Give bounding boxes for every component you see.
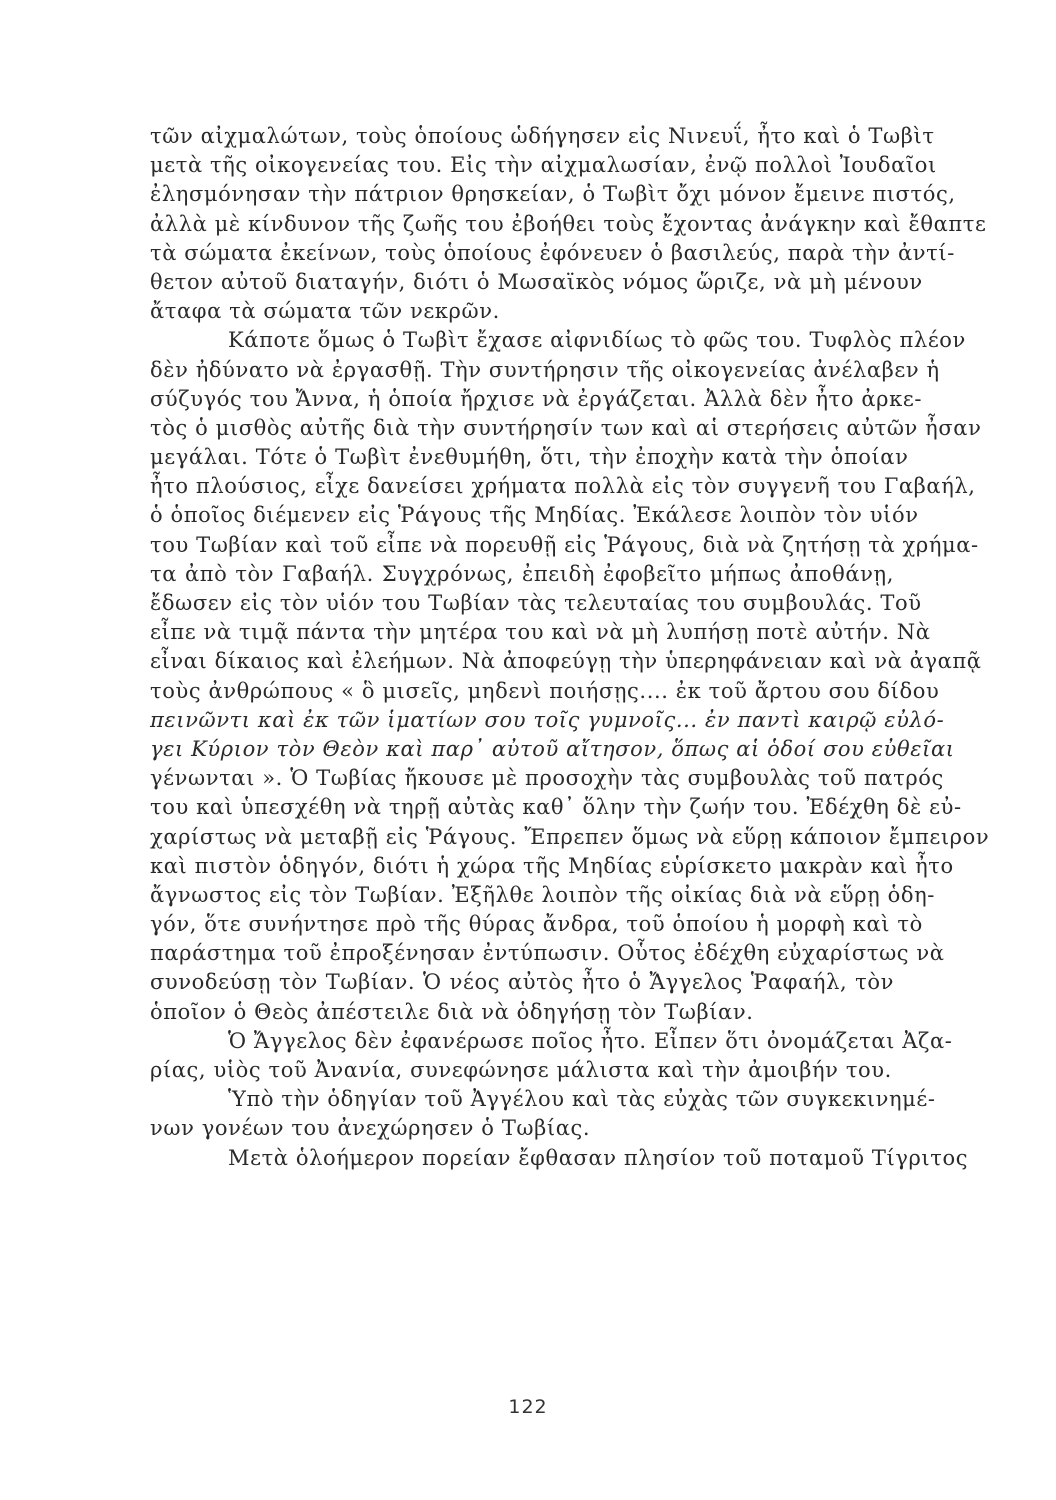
text-line: τῶν αἰχμαλώτων, τοὺς ὁποίους ὡδήγησεν εἰς Νινευΐ, ἦτο καὶ ὁ Τωβὶτ: [150, 124, 935, 148]
text-line: ὁ ὁποῖος διέμενεν εἰς Ῥάγους τῆς Μηδίας. Ἐκάλεσε λοιπὸν τὸν υἱόν: [150, 503, 919, 528]
text-line: Κάποτε ὅμως ὁ Τωβὶτ ἔχασε αἰφνιδίως τὸ φῶς του. Τυφλὸς πλέον: [228, 328, 966, 353]
text-line: γει Κύριον τὸν Θεὸν καὶ παρ᾽ αὐτοῦ αἴτησον, ὅπως αἱ ὁδοί σου εὐθεῖαι: [150, 736, 955, 761]
text-line: τὸς ὁ μισθὸς αὐτῆς διὰ τὴν συντήρησίν των καὶ αἱ στερήσεις αὐτῶν ἦσαν: [150, 415, 982, 440]
text-line: ἔδωσεν εἰς τὸν υἱόν του Τωβίαν τὰς τελευταίας του συμβουλάς. Τοῦ: [150, 591, 922, 615]
text-line: τοὺς ἀνθρώπους « ὃ μισεῖς, μηδενὶ ποιήσῃς.... ἐκ τοῦ ἄρτου σου δίδου: [150, 678, 940, 703]
text-line: ἐλησμόνησαν τὴν πάτριον θρησκείαν, ὁ Τωβὶτ ὄχι μόνον ἔμεινε πιστός,: [150, 182, 956, 207]
text-line: εἶναι δίκαιος καὶ ἐλεήμων. Νὰ ἀποφεύγῃ τὴν ὑπερηφάνειαν καὶ νὰ ἀγαπᾷ: [150, 649, 982, 674]
text-line: εἶπε νὰ τιμᾷ πάντα τὴν μητέρα του καὶ νὰ μὴ λυπήσῃ ποτὲ αὐτήν. Νὰ: [150, 620, 931, 645]
text-line: ἦτο πλούσιος, εἶχε δανείσει χρήματα πολλὰ εἰς τὸν συγγενῆ του Γαβαήλ,: [150, 474, 976, 499]
document-page: [150, 122, 990, 1173]
text-line: καὶ πιστὸν ὁδηγόν, διότι ἡ χώρα τῆς Μηδίας εὑρίσκετο μακρὰν καὶ ἦτο: [150, 853, 954, 878]
text-line: νων γονέων του ἀνεχώρησεν ὁ Τωβίας.: [150, 1116, 591, 1141]
page-number: 122: [508, 1396, 548, 1418]
text-line: χαρίστως νὰ μεταβῇ εἰς Ῥάγους. Ἔπρεπεν ὅμως νὰ εὕρῃ κάποιον ἔμπειρον: [150, 824, 990, 849]
text-line: του καὶ ὑπεσχέθη νὰ τηρῇ αὐτὰς καθ᾽ ὅλην τὴν ζωήν του. Ἐδέχθη δὲ εὐ-: [150, 795, 962, 820]
text-line: συνοδεύσῃ τὸν Τωβίαν. Ὁ νέος αὐτὸς ἦτο ὁ Ἄγγελος Ῥαφαήλ, τὸν: [150, 970, 894, 995]
text-line: ἄγνωστος εἰς τὸν Τωβίαν. Ἐξῆλθε λοιπὸν τῆς οἰκίας διὰ νὰ εὕρῃ ὁδη-: [150, 882, 936, 907]
text-line: μεγάλαι. Τότε ὁ Τωβὶτ ἐνεθυμήθη, ὅτι, τὴν ἐποχὴν κατὰ τὴν ὁποίαν: [150, 445, 909, 470]
text-line: σύζυγός του Ἄννα, ἡ ὁποία ἤρχισε νὰ ἐργάζεται. Ἀλλὰ δὲν ἦτο ἀρκε-: [150, 386, 923, 411]
text-line: τὰ σώματα ἐκείνων, τοὺς ὁποίους ἐφόνευεν ὁ βασιλεύς, παρὰ τὴν ἀντί-: [150, 240, 955, 265]
text-line: γόν, ὅτε συνήντησε πρὸ τῆς θύρας ἄνδρα, τοῦ ὁποίου ἡ μορφὴ καὶ τὸ: [150, 912, 923, 937]
text-line: ὁποῖον ὁ Θεὸς ἀπέστειλε διὰ νὰ ὁδηγήσῃ τὸν Τωβίαν.: [150, 999, 754, 1024]
text-line: γένωνται ». Ὁ Τωβίας ἤκουσε μὲ προσοχὴν τὰς συμβουλὰς τοῦ πατρός: [150, 766, 944, 791]
text-line: ρίας, υἱὸς τοῦ Ἀνανία, συνεφώνησε μάλιστα καὶ τὴν ἀμοιβήν του.: [150, 1058, 892, 1082]
text-line: θετον αὐτοῦ διαταγήν, διότι ὁ Μωσαϊκὸς νόμος ὥριζε, νὰ μὴ μένουν: [150, 269, 923, 294]
text-line: μετὰ τῆς οἰκογενείας του. Εἰς τὴν αἰχμαλωσίαν, ἐνῷ πολλοὶ Ἰουδαῖοι: [150, 153, 937, 178]
text-line: ἀλλὰ μὲ κίνδυνον τῆς ζωῆς του ἐβοήθει τοὺς ἔχοντας ἀνάγκην καὶ ἔθαπτε: [150, 211, 987, 236]
text-line: πεινῶντι καὶ ἐκ τῶν ἱματίων σου τοῖς γυμνοῖς... ἐν παντὶ καιρῷ εὐλό-: [150, 707, 945, 732]
text-line: Ὁ Ἄγγελος δὲν ἐφανέρωσε ποῖος ἦτο. Εἶπεν ὅτι ὀνομάζεται Ἀζα-: [228, 1028, 953, 1053]
text-line: ἄταφα τὰ σώματα τῶν νεκρῶν.: [150, 299, 500, 324]
text-line: παράστημα τοῦ ἐπροξένησαν ἐντύπωσιν. Οὗτος ἐδέχθη εὐχαρίστως νὰ: [150, 941, 945, 966]
text-line: τα ἀπὸ τὸν Γαβαήλ. Συγχρόνως, ἐπειδὴ ἐφοβεῖτο μήπως ἀποθάνῃ,: [150, 561, 894, 586]
text-line: του Τωβίαν καὶ τοῦ εἶπε νὰ πορευθῇ εἰς Ῥάγους, διὰ νὰ ζητήσῃ τὰ χρήμα-: [150, 532, 979, 557]
text-line: Ὑπὸ τὴν ὁδηγίαν τοῦ Ἀγγέλου καὶ τὰς εὐχὰς τῶν συγκεκινημέ-: [228, 1087, 936, 1112]
text-line: δὲν ἠδύνατο νὰ ἐργασθῇ. Τὴν συντήρησιν τῆς οἰκογενείας ἀνέλαβεν ἡ: [150, 357, 940, 382]
text-line: Μετὰ ὁλοήμερον πορείαν ἔφθασαν πλησίον τοῦ ποταμοῦ Τίγριτος: [228, 1145, 969, 1170]
